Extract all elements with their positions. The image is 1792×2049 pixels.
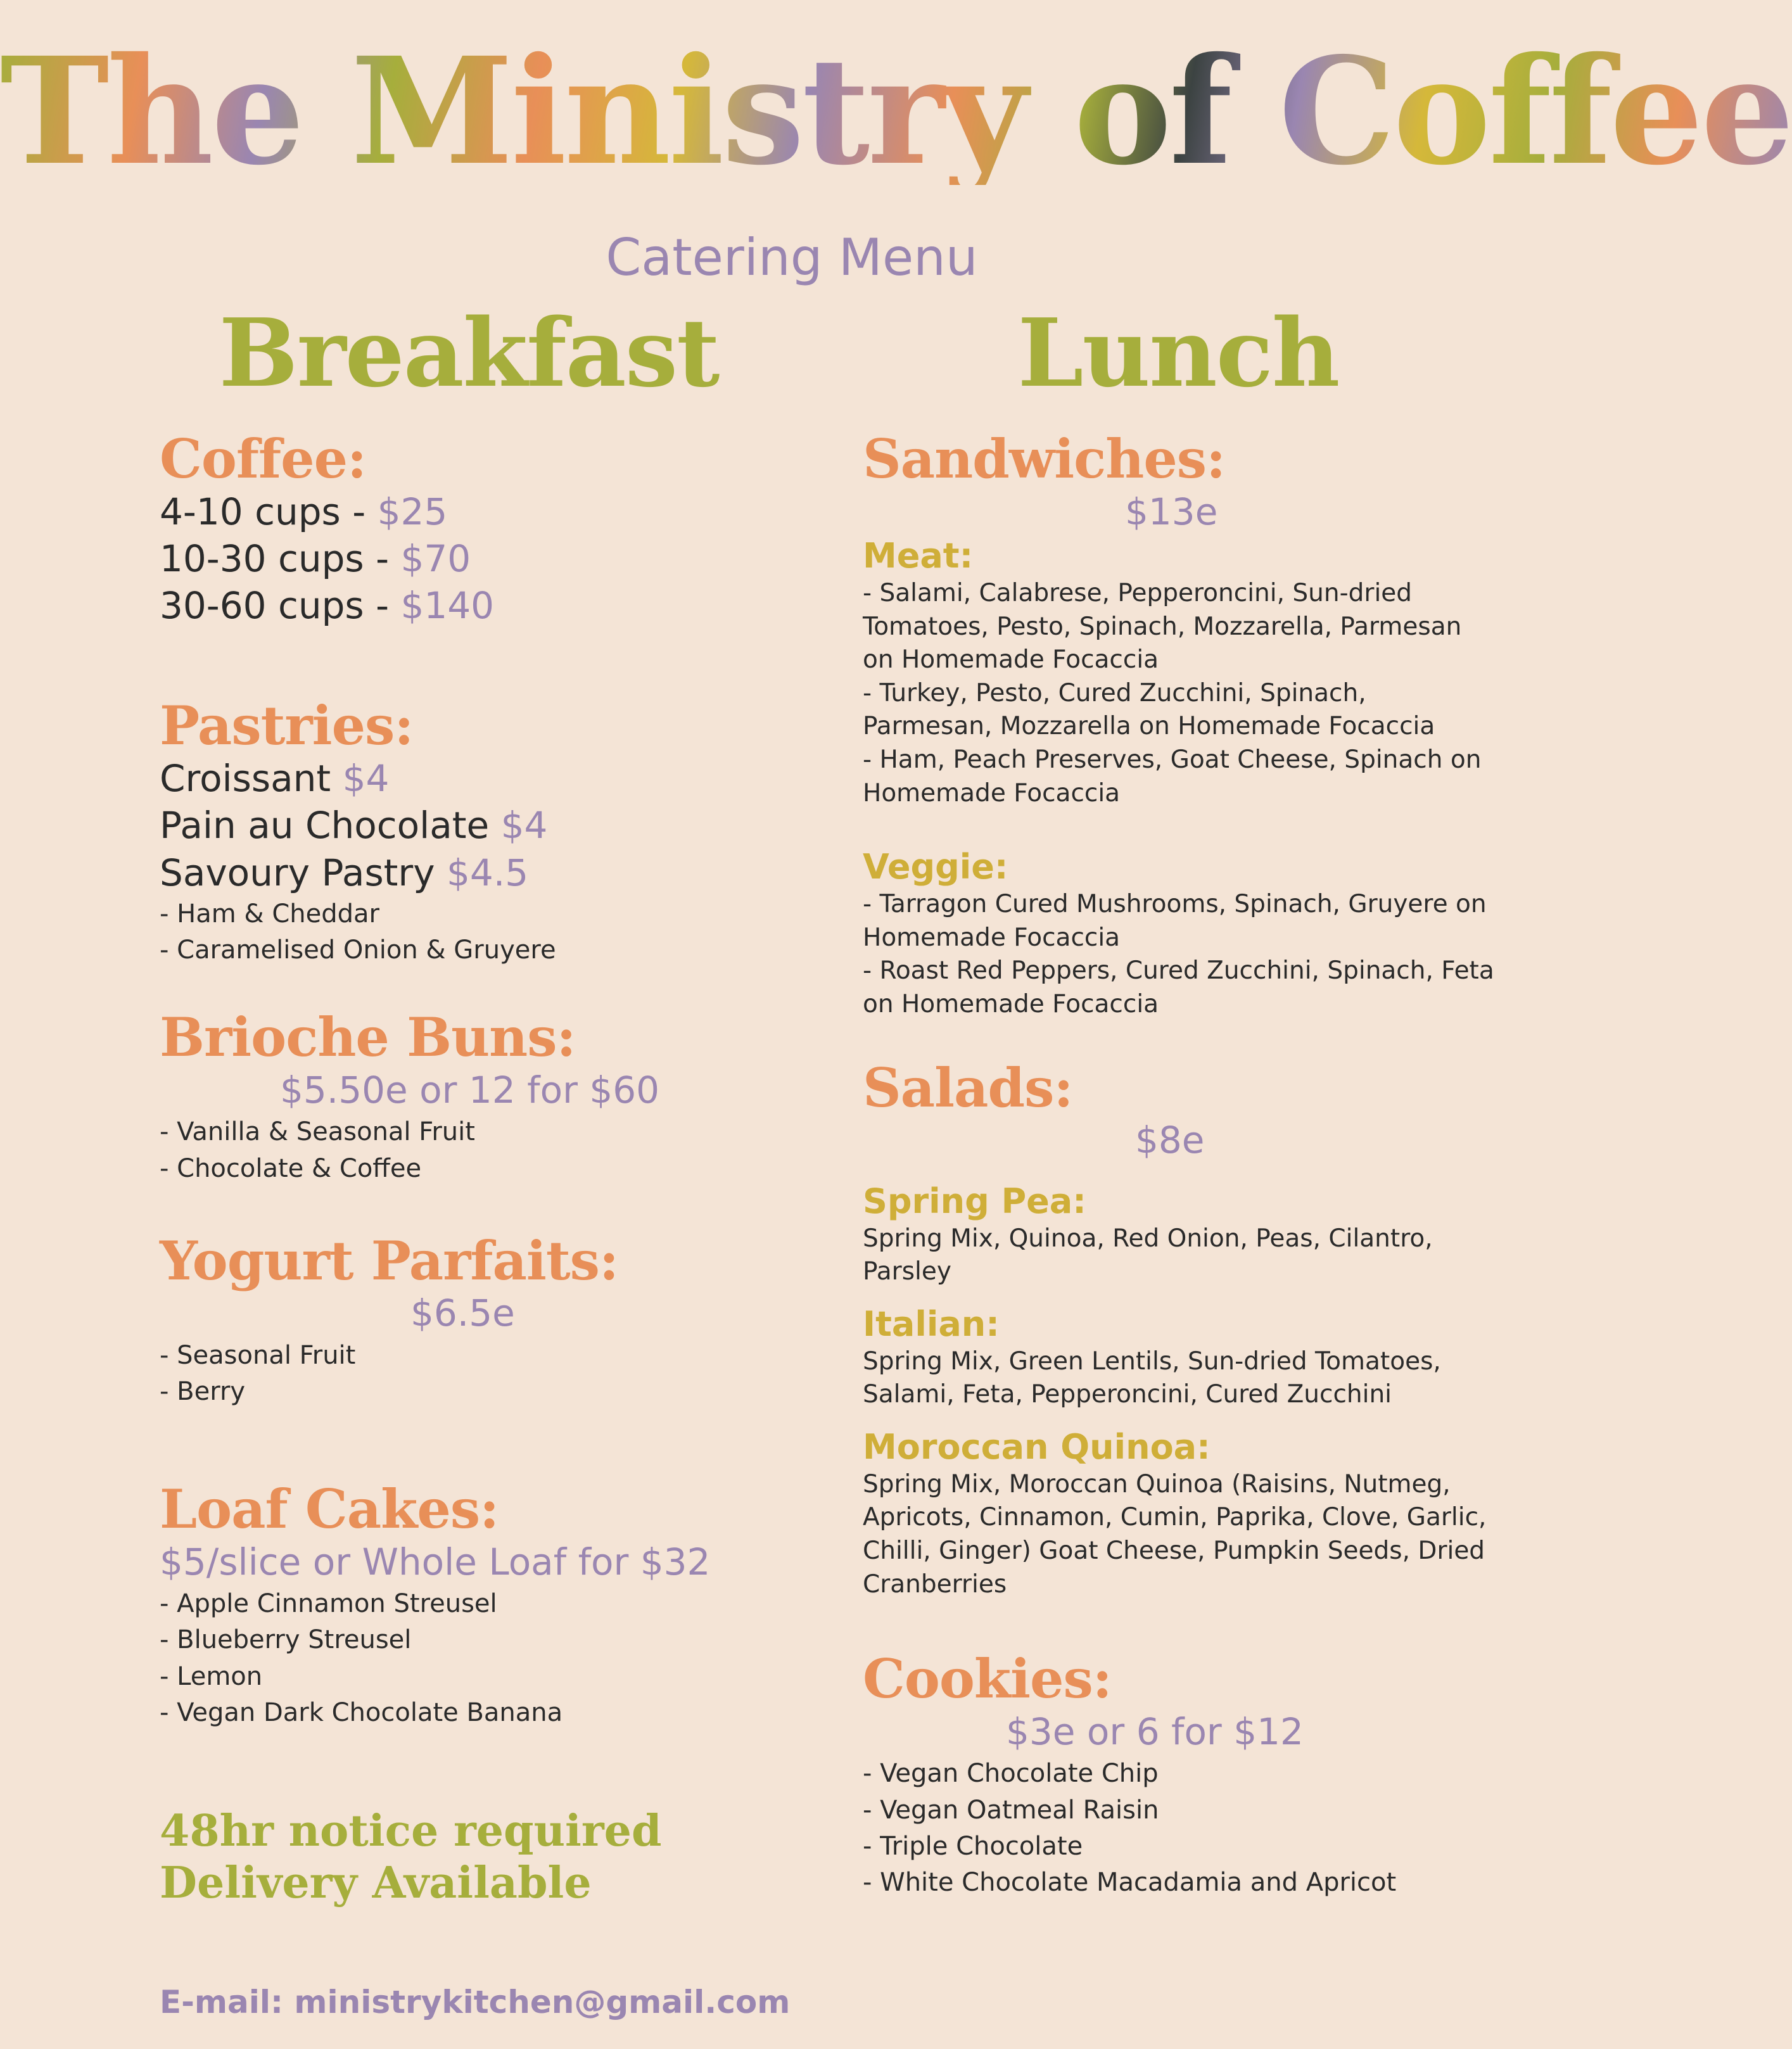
- pastry-line: [160, 755, 831, 802]
- coffee-line-price: $25: [377, 490, 448, 533]
- coffee-line-label: 10-30 cups -: [160, 536, 401, 580]
- salads-section: [863, 1056, 1496, 1602]
- list-item: - Apple Cinnamon Streusel: [160, 1589, 497, 1619]
- page-title: The Ministry of Coffee: [0, 25, 1792, 198]
- cookies-section: [863, 1647, 1496, 1901]
- brioche-price: $5.50e or 12 for $60: [280, 1068, 660, 1112]
- spring-pea-text: Spring Mix, Quinoa, Red Onion, Peas, Cilantro, Parsley: [863, 1224, 1433, 1286]
- coffee-line: [160, 535, 831, 582]
- pastry-line: [160, 849, 831, 896]
- yogurt-title: Yogurt Parfaits:: [160, 1229, 618, 1292]
- list-item: - Ham & Cheddar: [160, 899, 379, 929]
- notice-line: 48hr notice required: [160, 1806, 662, 1857]
- spring-pea-title: Spring Pea:: [863, 1181, 1086, 1221]
- coffee-line-label: 30-60 cups -: [160, 584, 401, 628]
- meat-text: - Salami, Calabrese, Pepperoncini, Sun-dried Tomatoes, Pesto, Spinach, Mozzarella, Parmesan on Homemade Focaccia - Turkey, Pesto, Cured Zucchini, Spinach, Parmesan, Mozzarella on Homemade Focaccia - Ham, Peach Preserves, Goat Cheese, Spinach on Homemade Focaccia: [863, 578, 1482, 808]
- pastry-line: [160, 802, 831, 849]
- sandwiches-title: Sandwiches:: [863, 428, 1226, 490]
- list-item: - Vegan Dark Chocolate Banana: [160, 1697, 563, 1727]
- coffee-line-label: 4-10 cups -: [160, 490, 378, 533]
- coffee-section: [160, 428, 831, 629]
- brioche-title: Brioche Buns:: [160, 1006, 576, 1069]
- sandwiches-section: [863, 428, 1496, 1022]
- coffee-title: Coffee:: [160, 428, 367, 490]
- list-item: - Blueberry Streusel: [160, 1625, 412, 1655]
- list-item: - Berry: [160, 1377, 246, 1406]
- pastry-line-label: Croissant: [160, 757, 343, 801]
- veggie-text: - Tarragon Cured Mushrooms, Spinach, Gruyere on Homemade Focaccia - Roast Red Peppers, Cured Zucchini, Spinach, Feta on Homemade Focaccia: [863, 890, 1494, 1019]
- yogurt-section: [160, 1229, 831, 1410]
- salads-price: $8e: [1135, 1119, 1205, 1162]
- page-subtitle: Catering Menu: [606, 228, 978, 287]
- italian-title: Italian:: [863, 1304, 1000, 1344]
- list-item: - Vegan Chocolate Chip: [863, 1759, 1159, 1789]
- pastry-line-price: $4: [342, 757, 390, 801]
- title-wrap: [0, 25, 1792, 198]
- lunch-column: [863, 428, 1496, 1901]
- lunch-heading: Lunch: [1017, 298, 1339, 408]
- coffee-line-price: $70: [400, 536, 471, 580]
- italian-text: Spring Mix, Green Lentils, Sun-dried Tomatoes, Salami, Feta, Pepperoncini, Cured Zucchini: [863, 1347, 1441, 1409]
- coffee-line-price: $140: [400, 584, 495, 628]
- notice-block: [160, 1806, 831, 1909]
- sandwiches-price: $13e: [1125, 490, 1218, 533]
- list-item: - Seasonal Fruit: [160, 1340, 356, 1370]
- loaf-title: Loaf Cakes:: [160, 1478, 499, 1541]
- pastry-line-label: Pain au Chocolate: [160, 804, 501, 847]
- email-contact: E-mail: ministrykitchen@gmail.com: [160, 1984, 791, 2021]
- cookies-title: Cookies:: [863, 1647, 1112, 1711]
- moroccan-title: Moroccan Quinoa:: [863, 1427, 1211, 1468]
- veggie-title: Veggie:: [863, 847, 1008, 887]
- coffee-line: [160, 582, 831, 629]
- pastry-line-price: $4.5: [447, 851, 529, 894]
- pastry-line-price: $4: [500, 804, 548, 847]
- pastry-line-label: Savoury Pastry: [160, 851, 447, 894]
- list-item: - Vegan Oatmeal Raisin: [863, 1795, 1159, 1825]
- meat-title: Meat:: [863, 536, 974, 576]
- yogurt-price: $6.5e: [410, 1291, 515, 1335]
- list-item: - Lemon: [160, 1661, 263, 1691]
- coffee-line: [160, 488, 831, 535]
- breakfast-column: [160, 428, 831, 2021]
- breakfast-heading: Breakfast: [219, 298, 719, 408]
- pastries-section: [160, 694, 831, 968]
- list-item: - Chocolate & Coffee: [160, 1153, 422, 1183]
- brioche-section: [160, 1006, 831, 1186]
- pastries-title: Pastries:: [160, 694, 414, 758]
- loaf-section: [160, 1478, 831, 1731]
- salads-title: Salads:: [863, 1056, 1073, 1119]
- cookies-price: $3e or 6 for $12: [1006, 1710, 1304, 1754]
- loaf-price: $5/slice or Whole Loaf for $32: [160, 1540, 711, 1583]
- list-item: - Vanilla & Seasonal Fruit: [160, 1117, 475, 1147]
- list-item: - Caramelised Onion & Gruyere: [160, 936, 556, 965]
- delivery-line: Delivery Available: [160, 1857, 592, 1908]
- list-item: - White Chocolate Macadamia and Apricot: [863, 1868, 1397, 1898]
- moroccan-text: Spring Mix, Moroccan Quinoa (Raisins, Nutmeg, Apricots, Cinnamon, Cumin, Paprika, Clove, Garlic, Chilli, Ginger) Goat Cheese, Pumpkin Seeds, Dried Cranberries: [863, 1469, 1487, 1599]
- list-item: - Triple Chocolate: [863, 1831, 1083, 1861]
